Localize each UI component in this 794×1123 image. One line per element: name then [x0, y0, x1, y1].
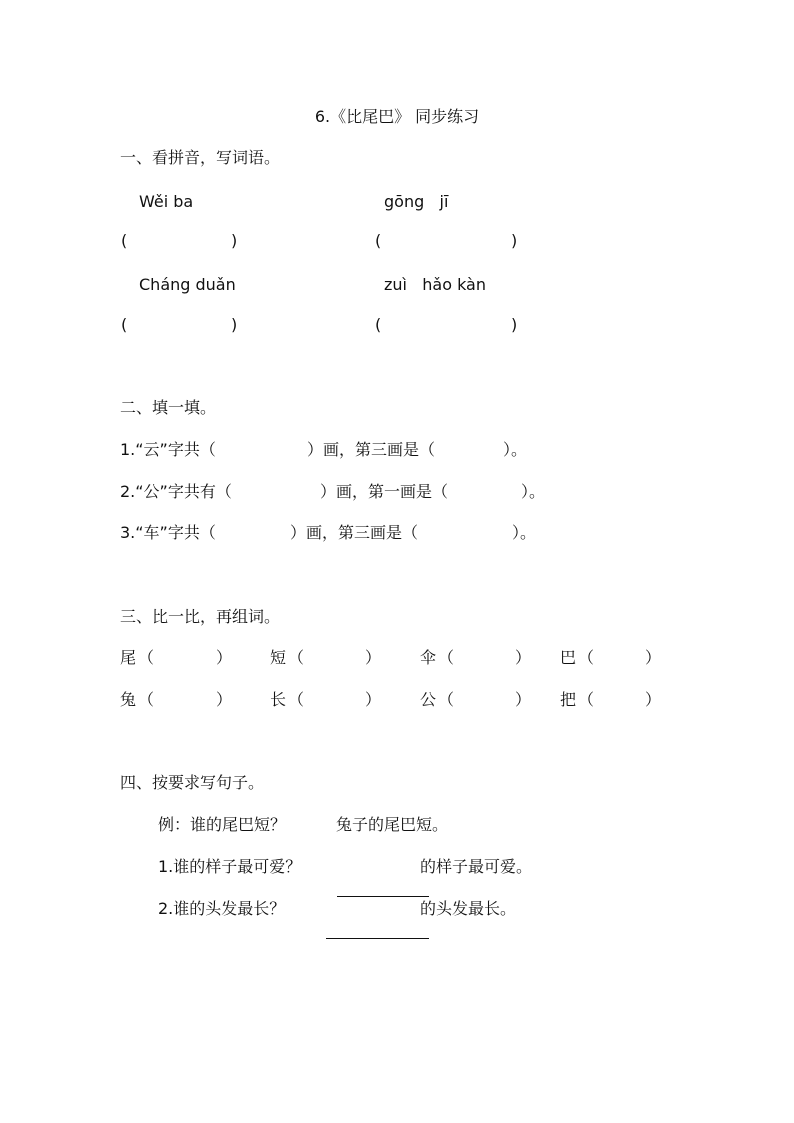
- answer-paren-open: (: [121, 315, 128, 334]
- answer-line-1[interactable]: [337, 878, 429, 897]
- answer-line-2[interactable]: [326, 920, 429, 939]
- section-4-heading: 四、按要求写句子。: [120, 773, 265, 792]
- pinyin-zuihaokan: zuì hǎo kàn: [384, 275, 486, 294]
- paren-close: ）: [365, 690, 382, 709]
- fill-item-3-part-c: ）。: [512, 523, 537, 542]
- fill-item-2-part-c: ）。: [521, 482, 546, 501]
- char-ba: 巴: [560, 648, 577, 667]
- pinyin-changduan: Cháng duǎn: [139, 275, 236, 294]
- paren-open: （: [438, 648, 455, 667]
- answer-paren-open: (: [375, 231, 382, 250]
- fill-item-1-part-b: ）画，第三画是（: [307, 440, 436, 459]
- answer-paren-close: ): [511, 231, 518, 250]
- char-chang: 长: [270, 690, 287, 709]
- example-question: 例：谁的尾巴短？: [158, 815, 287, 834]
- paren-close: ）: [515, 648, 532, 667]
- question-1: 1.谁的样子最可爱？: [158, 857, 302, 876]
- char-gong: 公: [420, 690, 437, 709]
- fill-item-3-part-b: ）画，第三画是（: [290, 523, 419, 542]
- char-wei: 尾: [120, 648, 137, 667]
- pinyin-gongji: gōng jī: [384, 192, 449, 211]
- char-tu: 兔: [120, 690, 137, 709]
- paren-open: （: [288, 690, 305, 709]
- char-san: 伞: [420, 648, 437, 667]
- section-3-heading: 三、比一比，再组词。: [120, 607, 281, 626]
- section-2-heading: 二、填一填。: [120, 398, 217, 417]
- fill-item-1-part-a: 1.“云”字共（: [120, 440, 216, 459]
- char-duan: 短: [270, 648, 287, 667]
- page-title: 6.《比尾巴》 同步练习: [314, 107, 480, 126]
- answer-paren-open: (: [121, 231, 128, 250]
- paren-close: ）: [216, 648, 233, 667]
- char-ba2: 把: [560, 690, 577, 709]
- question-1-tail: 的样子最可爱。: [420, 857, 533, 876]
- fill-item-2-part-a: 2.“公”字共有（: [120, 482, 232, 501]
- paren-close: ）: [645, 648, 662, 667]
- paren-close: ）: [645, 690, 662, 709]
- fill-item-3-part-a: 3.“车”字共（: [120, 523, 216, 542]
- fill-item-2-part-b: ）画，第一画是（: [320, 482, 449, 501]
- answer-paren-close: ): [511, 315, 518, 334]
- paren-open: （: [138, 690, 155, 709]
- paren-open: （: [438, 690, 455, 709]
- question-2: 2.谁的头发最长？: [158, 899, 286, 918]
- paren-open: （: [138, 648, 155, 667]
- paren-open: （: [578, 690, 595, 709]
- paren-close: ）: [365, 648, 382, 667]
- paren-open: （: [578, 648, 595, 667]
- fill-item-1-part-c: ）。: [503, 440, 528, 459]
- example-answer: 兔子的尾巴短。: [336, 815, 449, 834]
- answer-paren-close: ): [231, 231, 238, 250]
- paren-close: ）: [515, 690, 532, 709]
- pinyin-weiba: Wěi ba: [139, 192, 194, 211]
- paren-close: ）: [216, 690, 233, 709]
- answer-paren-open: (: [375, 315, 382, 334]
- section-1-heading: 一、看拼音，写词语。: [120, 148, 281, 167]
- question-2-tail: 的头发最长。: [420, 899, 517, 918]
- paren-open: （: [288, 648, 305, 667]
- answer-paren-close: ): [231, 315, 238, 334]
